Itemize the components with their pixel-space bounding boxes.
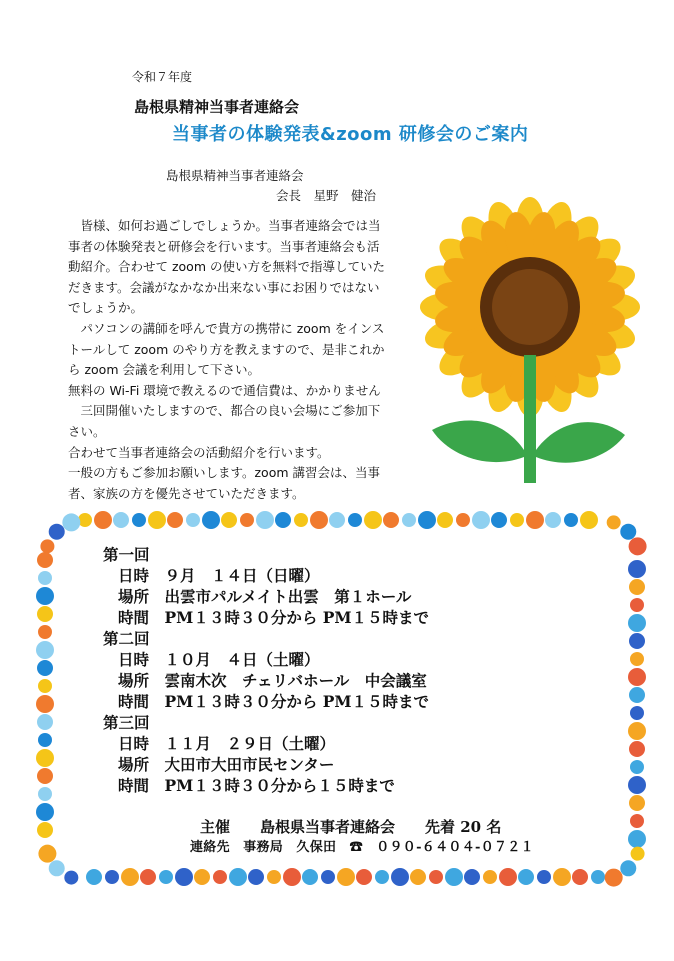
- session-2-time: 時間 PM１３時３０分から PM１５時まで: [118, 692, 430, 711]
- frame-dot: [202, 511, 220, 529]
- frame-dot: [38, 845, 56, 863]
- frame-dot: [464, 869, 480, 885]
- frame-dot: [410, 869, 426, 885]
- frame-dot: [36, 803, 54, 821]
- session-2-date: 日時 １０月 ４日（土曜）: [118, 650, 320, 669]
- frame-dot: [37, 714, 53, 730]
- frame-dot: [553, 868, 571, 886]
- page-title: 当事者の体験発表&zoom 研修会のご案内: [172, 124, 529, 145]
- frame-dot: [429, 870, 443, 884]
- frame-dot: [628, 722, 646, 740]
- session-3-place: 場所 大田市大田市民センター: [118, 755, 335, 774]
- frame-dot: [607, 515, 621, 529]
- frame-dot: [213, 870, 227, 884]
- frame-dot: [437, 512, 453, 528]
- session-3-heading: 第三回: [103, 713, 150, 732]
- frame-dot: [630, 706, 644, 720]
- body-line: 者、家族の方を優先させていただきます。: [68, 485, 305, 501]
- frame-dot: [248, 869, 264, 885]
- frame-dot: [294, 513, 308, 527]
- body-line: さい。: [68, 423, 106, 439]
- organization-title: 島根県精神当事者連絡会: [134, 98, 300, 116]
- frame-dot: [37, 822, 53, 838]
- frame-dot: [159, 870, 173, 884]
- frame-dot: [256, 511, 274, 529]
- frame-dot: [628, 614, 646, 632]
- frame-dot: [630, 652, 644, 666]
- frame-dot: [456, 513, 470, 527]
- frame-dot: [628, 668, 646, 686]
- frame-dot: [38, 679, 52, 693]
- frame-dot: [580, 511, 598, 529]
- frame-dot: [94, 511, 112, 529]
- frame-dot: [37, 606, 53, 622]
- sender-organization: 島根県精神当事者連絡会: [166, 168, 304, 183]
- body-line: 三回開催いたしますので、都合の良い会場にご参加下: [68, 403, 381, 419]
- session-1-date: 日時 ９月 １４日（日曜）: [118, 566, 320, 585]
- frame-dot: [499, 868, 517, 886]
- frame-dot: [175, 868, 193, 886]
- frame-dot: [78, 513, 92, 527]
- frame-dot: [113, 512, 129, 528]
- frame-dot: [620, 524, 636, 540]
- frame-dot: [105, 870, 119, 884]
- frame-dot: [121, 868, 139, 886]
- frame-dot: [132, 513, 146, 527]
- frame-dot: [348, 513, 362, 527]
- frame-dot: [526, 511, 544, 529]
- body-line: 無料の Wi-Fi 環境で教えるので通信費は、かかりません: [68, 382, 381, 398]
- session-3-time: 時間 PM１３時３０分から１５時まで: [118, 776, 395, 795]
- frame-dot: [49, 860, 65, 876]
- session-3-date: 日時 １１月 ２９日（土曜）: [118, 734, 336, 753]
- frame-dot: [36, 587, 54, 605]
- frame-dot: [620, 860, 636, 876]
- frame-dot: [510, 513, 524, 527]
- frame-dot: [630, 598, 644, 612]
- frame-dot: [167, 512, 183, 528]
- frame-dot: [491, 512, 507, 528]
- session-1-time: 時間 PM１３時３０分から PM１５時まで: [118, 608, 430, 627]
- frame-dot: [283, 868, 301, 886]
- frame-dot: [321, 870, 335, 884]
- fiscal-year: 令和７年度: [132, 70, 193, 84]
- frame-dot: [472, 511, 490, 529]
- frame-dot: [572, 869, 588, 885]
- frame-dot: [275, 512, 291, 528]
- frame-dot: [383, 512, 399, 528]
- frame-dot: [38, 733, 52, 747]
- frame-dot: [36, 749, 54, 767]
- frame-dot: [36, 695, 54, 713]
- frame-dot: [329, 512, 345, 528]
- frame-dot: [537, 870, 551, 884]
- frame-dot: [518, 869, 534, 885]
- frame-dot: [337, 868, 355, 886]
- frame-dot: [229, 868, 247, 886]
- frame-dot: [564, 513, 578, 527]
- frame-dot: [631, 847, 645, 861]
- frame-dot: [221, 512, 237, 528]
- body-line: トールして zoom のやり方を教えますので、是非これか: [68, 341, 385, 357]
- session-2-place: 場所 雲南木次 チェリバホール 中会議室: [118, 671, 427, 690]
- frame-dot: [64, 871, 78, 885]
- session-1-heading: 第一回: [103, 545, 150, 564]
- body-line: 一般の方もご参加お願いします。zoom 講習会は、当事: [68, 465, 381, 481]
- body-line: ら zoom 会議を利用して下さい。: [68, 362, 260, 378]
- frame-dot: [402, 513, 416, 527]
- session-1-place: 場所 出雲市パルメイト出雲 第１ホール: [118, 587, 412, 606]
- frame-dot: [445, 868, 463, 886]
- frame-dot: [418, 511, 436, 529]
- frame-dot: [629, 687, 645, 703]
- frame-dot: [140, 869, 156, 885]
- frame-dot: [591, 870, 605, 884]
- frame-dot: [267, 870, 281, 884]
- frame-dot: [302, 869, 318, 885]
- frame-dot: [630, 760, 644, 774]
- frame-dot: [36, 641, 54, 659]
- frame-dot: [630, 814, 644, 828]
- frame-dot: [40, 539, 54, 553]
- frame-dot: [629, 633, 645, 649]
- frame-dot: [483, 870, 497, 884]
- frame-dot: [375, 870, 389, 884]
- frame-dot: [545, 512, 561, 528]
- sender-name: 会長 星野 健治: [276, 188, 377, 203]
- frame-dot: [62, 513, 80, 531]
- frame-dot: [38, 787, 52, 801]
- frame-dot: [37, 552, 53, 568]
- organizer-line: 主催 島根県当事者連絡会 先着 20 名: [200, 818, 502, 836]
- frame-dot: [628, 776, 646, 794]
- body-line: 合わせて当事者連絡会の活動紹介を行います。: [68, 444, 330, 460]
- frame-dot: [49, 524, 65, 540]
- frame-dot: [628, 560, 646, 578]
- body-line: パソコンの講師を呼んで貴方の携帯に zoom をインス: [68, 320, 385, 336]
- frame-dot: [629, 741, 645, 757]
- frame-dot: [364, 511, 382, 529]
- frame-dot: [356, 869, 372, 885]
- body-line: 事者の体験発表と研修会を行います。当事者連絡会も活: [68, 238, 380, 254]
- frame-dot: [194, 869, 210, 885]
- frame-dot: [628, 830, 646, 848]
- frame-dot: [391, 868, 409, 886]
- frame-dot: [629, 537, 647, 555]
- contact-line: 連絡先 事務局 久保田 ☎ ０９０-６４０４-０７２１: [190, 840, 534, 855]
- frame-dot: [38, 625, 52, 639]
- frame-dot: [38, 571, 52, 585]
- frame-dot: [605, 869, 623, 887]
- frame-dot: [629, 795, 645, 811]
- body-line: 皆様、如何お過ごしでしょうか。当事者連絡会では当: [68, 218, 381, 233]
- frame-dot: [629, 579, 645, 595]
- frame-dot: [37, 768, 53, 784]
- body-line: 動紹介。合わせて zoom の使い方を無料で指導していた: [68, 259, 385, 275]
- frame-dot: [86, 869, 102, 885]
- frame-dot: [148, 511, 166, 529]
- frame-dot: [310, 511, 328, 529]
- session-2-heading: 第二回: [103, 629, 150, 648]
- body-line: だきます。会議がなかなか出来ない事にお困りではない: [68, 279, 380, 295]
- frame-dot: [186, 513, 200, 527]
- body-line: でしょうか。: [68, 300, 144, 316]
- frame-dot: [37, 660, 53, 676]
- frame-dot: [240, 513, 254, 527]
